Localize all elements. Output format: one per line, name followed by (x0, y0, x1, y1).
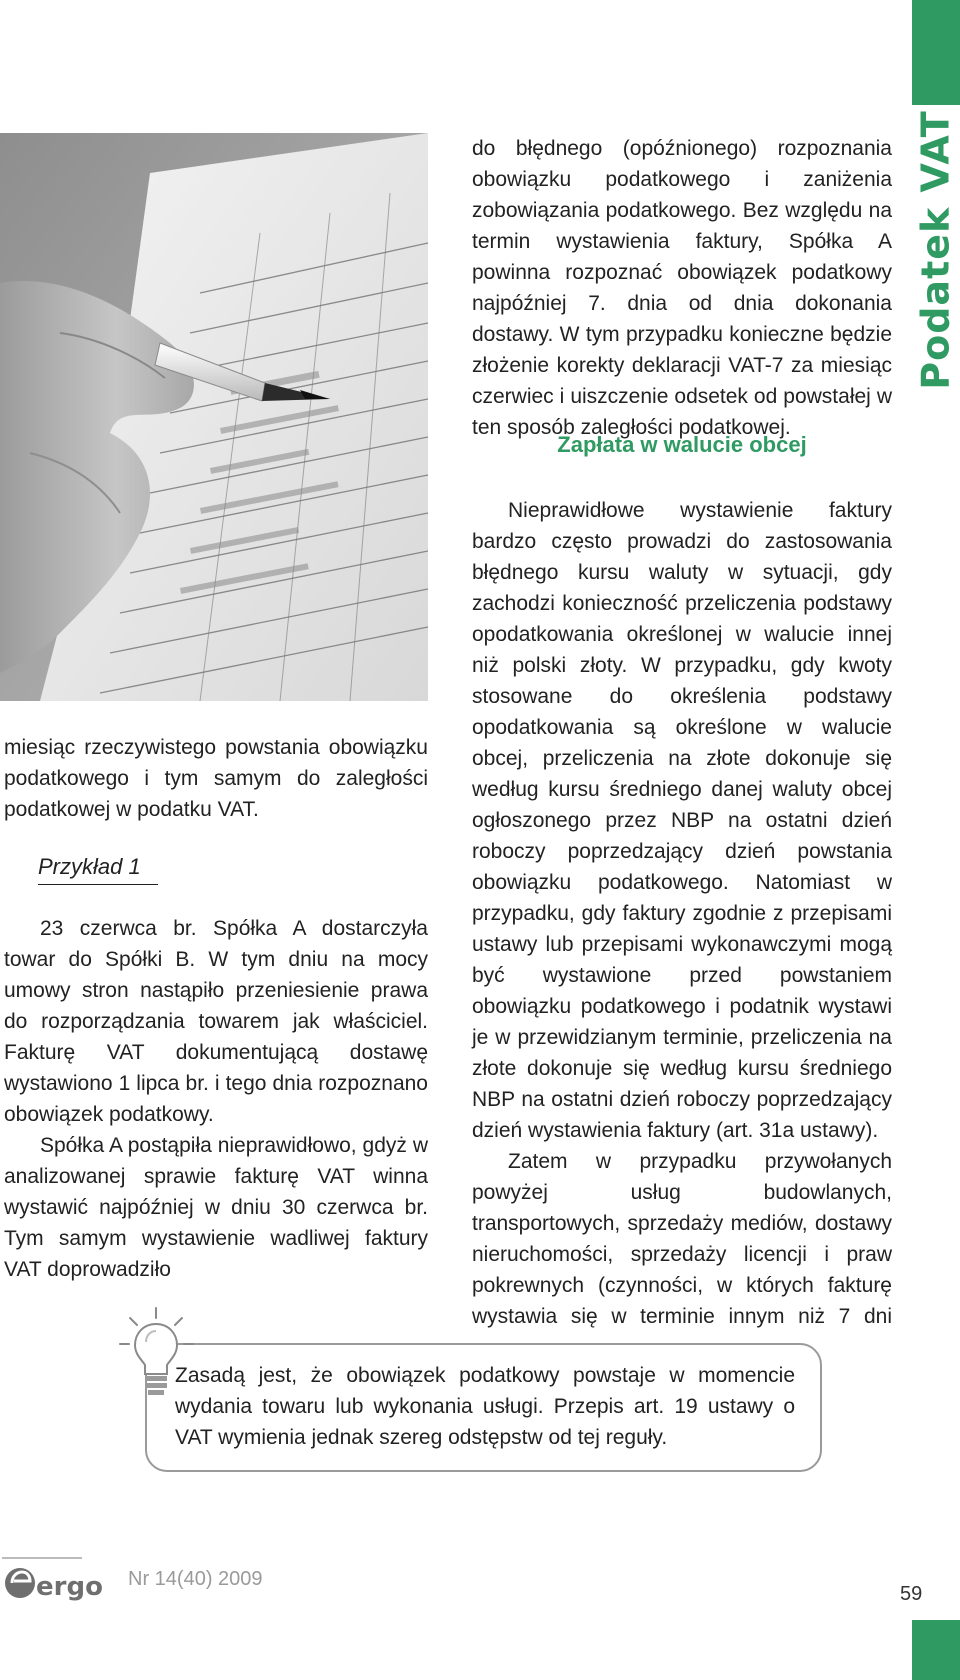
paragraph: miesiąc rzeczywistego powstania obowiązku podatkowego i tym samym do zaległości podatkowej w podatku VAT. (4, 736, 428, 821)
tax-form-photo (0, 133, 428, 701)
paragraph: Spółka A postąpiła nieprawidłowo, gdyż w analizowanej sprawie fakturę VAT winna wystawić najpóźniej w dniu 30 czerwca br. Tym samym wystawienie wadliwej faktury VAT doprowadziło (4, 1134, 428, 1281)
issue-number: Nr 14(40) 2009 (128, 1568, 263, 1590)
right-column-main (472, 495, 892, 1365)
tip-text: Zasadą jest, że obowiązek podatkowy powstaje w momencie wydania towaru lub wykonania usługi. Przepis art. 19 ustawy o VAT wymienia jednak szereg odstępstw od tej reguły. (175, 1364, 795, 1449)
section-title: Podatek VAT (914, 110, 959, 390)
ergo-logo (0, 1555, 120, 1605)
logo-text: ergo (36, 1572, 103, 1602)
paragraph-text: Zatem w przypadku przywołanych powyżej usług budowlanych, transportowych, sprzedaży mediów, dostawy nieruchomości, sprzedaży licencji i praw pokrewnych (czynności, w których fakturę wystawia się w terminie innym niż 7 dni (472, 1150, 892, 1328)
paragraph: Nieprawidłowe wystawienie faktury bardzo często prowadzi do zastosowania błędnego kursu waluty w sytuacji, gdy zachodzi konieczność przeliczenia podstawy opodatkowania określonej w walucie innej niż polski złoty. W przypadku, gdy kwoty stosowane do określenia podstawy opodatkowania są określone w walucie obcej, przeliczenia na złote dokonuje się według kursu średniego danej waluty obcej ogłoszonego przez NBP na ostatni dzień roboczy poprzedzający dzień powstania obowiązku podatkowego. Natomiast w przypadku, gdy faktury zgodnie z przepisami ustawy lub przepisami wykonawczymi mogą być wystawione przed powstaniem obowiązku podatkowego i podatnik wystawi je w przewidzianym terminie, przeliczenia na złote dokonuje się według kursu średniego NBP na ostatni dzień roboczy poprzedzający dzień wystawienia faktury (art. 31a ustawy). (472, 499, 892, 1142)
paragraph: do błędnego (opóźnionego) rozpoznania obowiązku podatkowego i zaniżenia zobowiązania podatkowego. Bez względu na termin wystawienia faktury, Spółka A powinna rozpoznać obowiązek podatkowy najpóźniej 7. dnia od dnia dokonania dostawy. W tym przypadku konieczne będzie złożenie korekty deklaracji VAT-7 za miesiąc czerwiec i uiszczenie odsetek od powstałej w ten sposób zaległości podatkowej. (472, 137, 892, 439)
right-column-top (472, 133, 892, 443)
section-tab-bottom (912, 1620, 960, 1680)
left-column-example (4, 913, 428, 1285)
tax-form-pen-photo (0, 133, 428, 701)
page-number: 59 (900, 1583, 923, 1605)
left-column (4, 732, 428, 825)
example-title: Przykład 1 (38, 854, 158, 885)
paragraph: 23 czerwca br. Spółka A dostarczyła towar do Spółki B. W tym dniu na mocy umowy stron nastąpiło przeniesienie prawa do rozporządzania towarem jak właściciel. Fakturę VAT dokumentującą dostawę wystawiono 1 lipca br. i tego dnia rozpoznano obowiązek podatkowy. (4, 917, 428, 1126)
section-title-vertical (913, 110, 959, 390)
section-heading: Zapłata w walucie obcej (557, 432, 807, 457)
section-tab-top (912, 0, 960, 105)
paragraph-continued (472, 1146, 892, 1365)
